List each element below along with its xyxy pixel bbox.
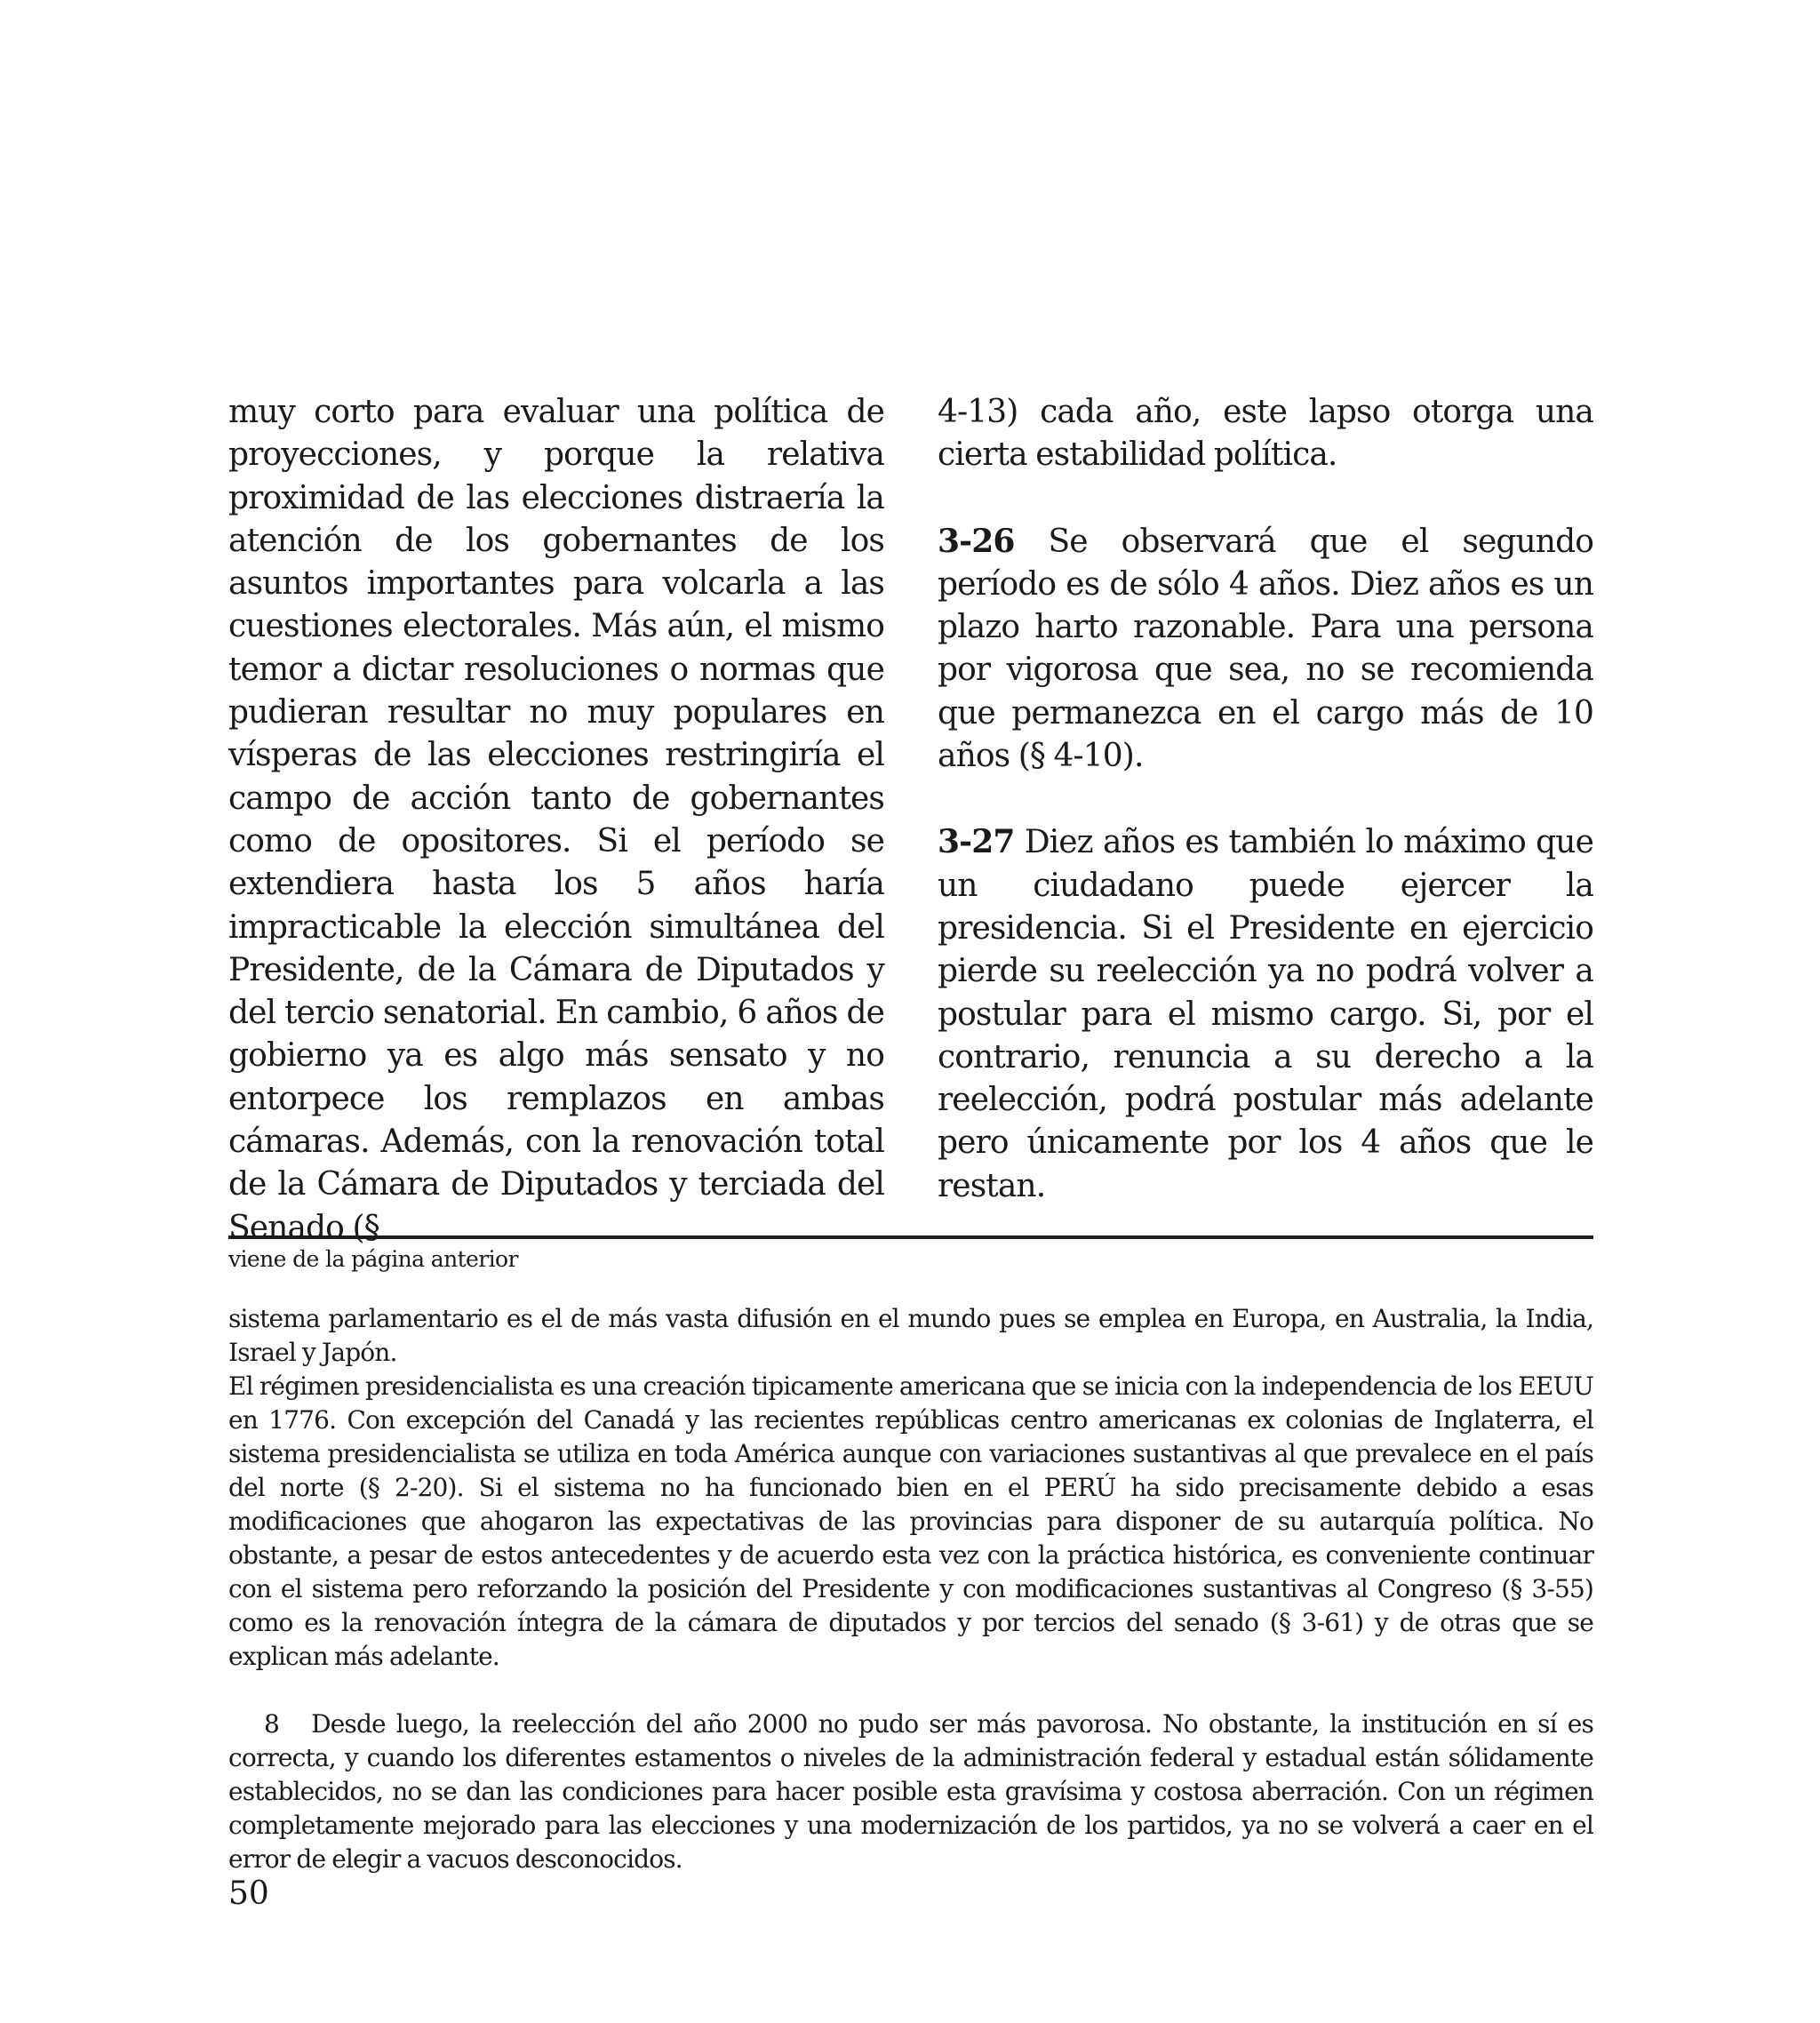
footnote-continued-paragraph: El régimen presidencialista es una creación tipicamente americana que se inicia con la independencia de los EEUU en 1776. Con excepción del Canadá y las recientes repúblicas centro americanas ex colonias de Inglaterra, el sistema presidencialista se utiliza en toda América aunque con variaciones sustantivas al que prevalece en el país del norte (§ 2-20). Si el sistema no ha funcionado bien en el PERÚ ha sido precisamente debido a esas modificaciones que ahogaron las expectativas de las provincias para disponer de su autarquía política. No obstante, a pesar de estos antecedentes y de acuerdo esta vez con la práctica histórica, es conveniente continuar con el sistema pero reforzando la posición del Presidente y con modificaciones sustantivas al Congreso (§ 3-55) como es la renovación íntegra de la cámara de diputados y por tercios del senado (§ 3-61) y de otras que se explican más adelante. bbox=[228, 1371, 1593, 1671]
paragraph-number: 3-26 bbox=[938, 522, 1015, 560]
paragraph-number: 3-27 bbox=[938, 823, 1015, 861]
footnote-8 bbox=[228, 1707, 1593, 1876]
footnote-continued-paragraph: sistema parlamentario es el de más vasta difusión en el mundo pues se emplea en Europa, en Australia, la India, Israel y Japón. bbox=[228, 1304, 1593, 1367]
footnote-body: Desde luego, la reelección del año 2000 no pudo ser más pavorosa. No obstante, la institución en sí es correcta, y cuando los diferentes estamentos o niveles de la administración federal y estadual están sólidamente establecidos, no se dan las condiciones para hacer posible esta gravísima y costosa aberración. Con un régimen completamente mejorado para las elecciones y una modernización de los partidos, ya no se volverá a caer en el error de elegir a vacuos desconocidos. bbox=[228, 1709, 1593, 1874]
continued-from-previous-label: viene de la página anterior bbox=[228, 1246, 518, 1272]
footnote-number: 8 bbox=[264, 1709, 279, 1739]
paragraph-3-26 bbox=[938, 520, 1593, 779]
body-columns bbox=[228, 391, 1593, 1250]
left-column-paragraph: muy corto para evaluar una política de proyecciones, y porque la relativa proximidad de las elecciones distraería la atención de los gobernantes de los asuntos importantes para volcarla a las cuestiones electorales. Más aún, el mismo temor a dictar resoluciones o normas que pudieran resultar no muy populares en vísperas de las elecciones restringiría el campo de acción tanto de gobernantes como de opositores. Si el período se extendiera hasta los 5 años haría impracticable la elección simultánea del Presidente, de la Cámara de Diputados y del tercio senatorial. En cambio, 6 años de gobierno ya es algo más sensato y no entorpece los remplazos en ambas cámaras. Además, con la renovación total de la Cámara de Diputados y terciada del Senado (§ bbox=[228, 394, 884, 1246]
continued-paragraph: 4-13) cada año, este lapso otorga una cierta estabilidad política. bbox=[938, 394, 1593, 474]
paragraph-3-27 bbox=[938, 820, 1593, 1208]
paragraph-text: Diez años es también lo máximo que un ciudadano puede ejercer la presidencia. Si el Presidente en ejercicio pierde su reelección ya no podrá volver a postular para el mismo cargo. Si, por el contrario, renuncia a su derecho a la reelección, podrá postular más adelante pero únicamente por los 4 años que le restan. bbox=[938, 824, 1593, 1204]
footnotes bbox=[228, 1243, 1593, 1876]
footnote-divider bbox=[228, 1235, 1593, 1239]
right-column bbox=[938, 391, 1593, 1250]
book-page bbox=[228, 391, 1594, 1912]
page-number: 50 bbox=[228, 1875, 269, 1912]
footnote-text bbox=[228, 1302, 1593, 1876]
left-column bbox=[228, 391, 884, 1250]
paragraph-text: Se observará que el segundo período es de sólo 4 años. Diez años es un plazo harto razonable. Para una persona por vigorosa que sea, no se recomienda que permanezca en el cargo más de 10 años (§ 4-10). bbox=[938, 523, 1594, 775]
